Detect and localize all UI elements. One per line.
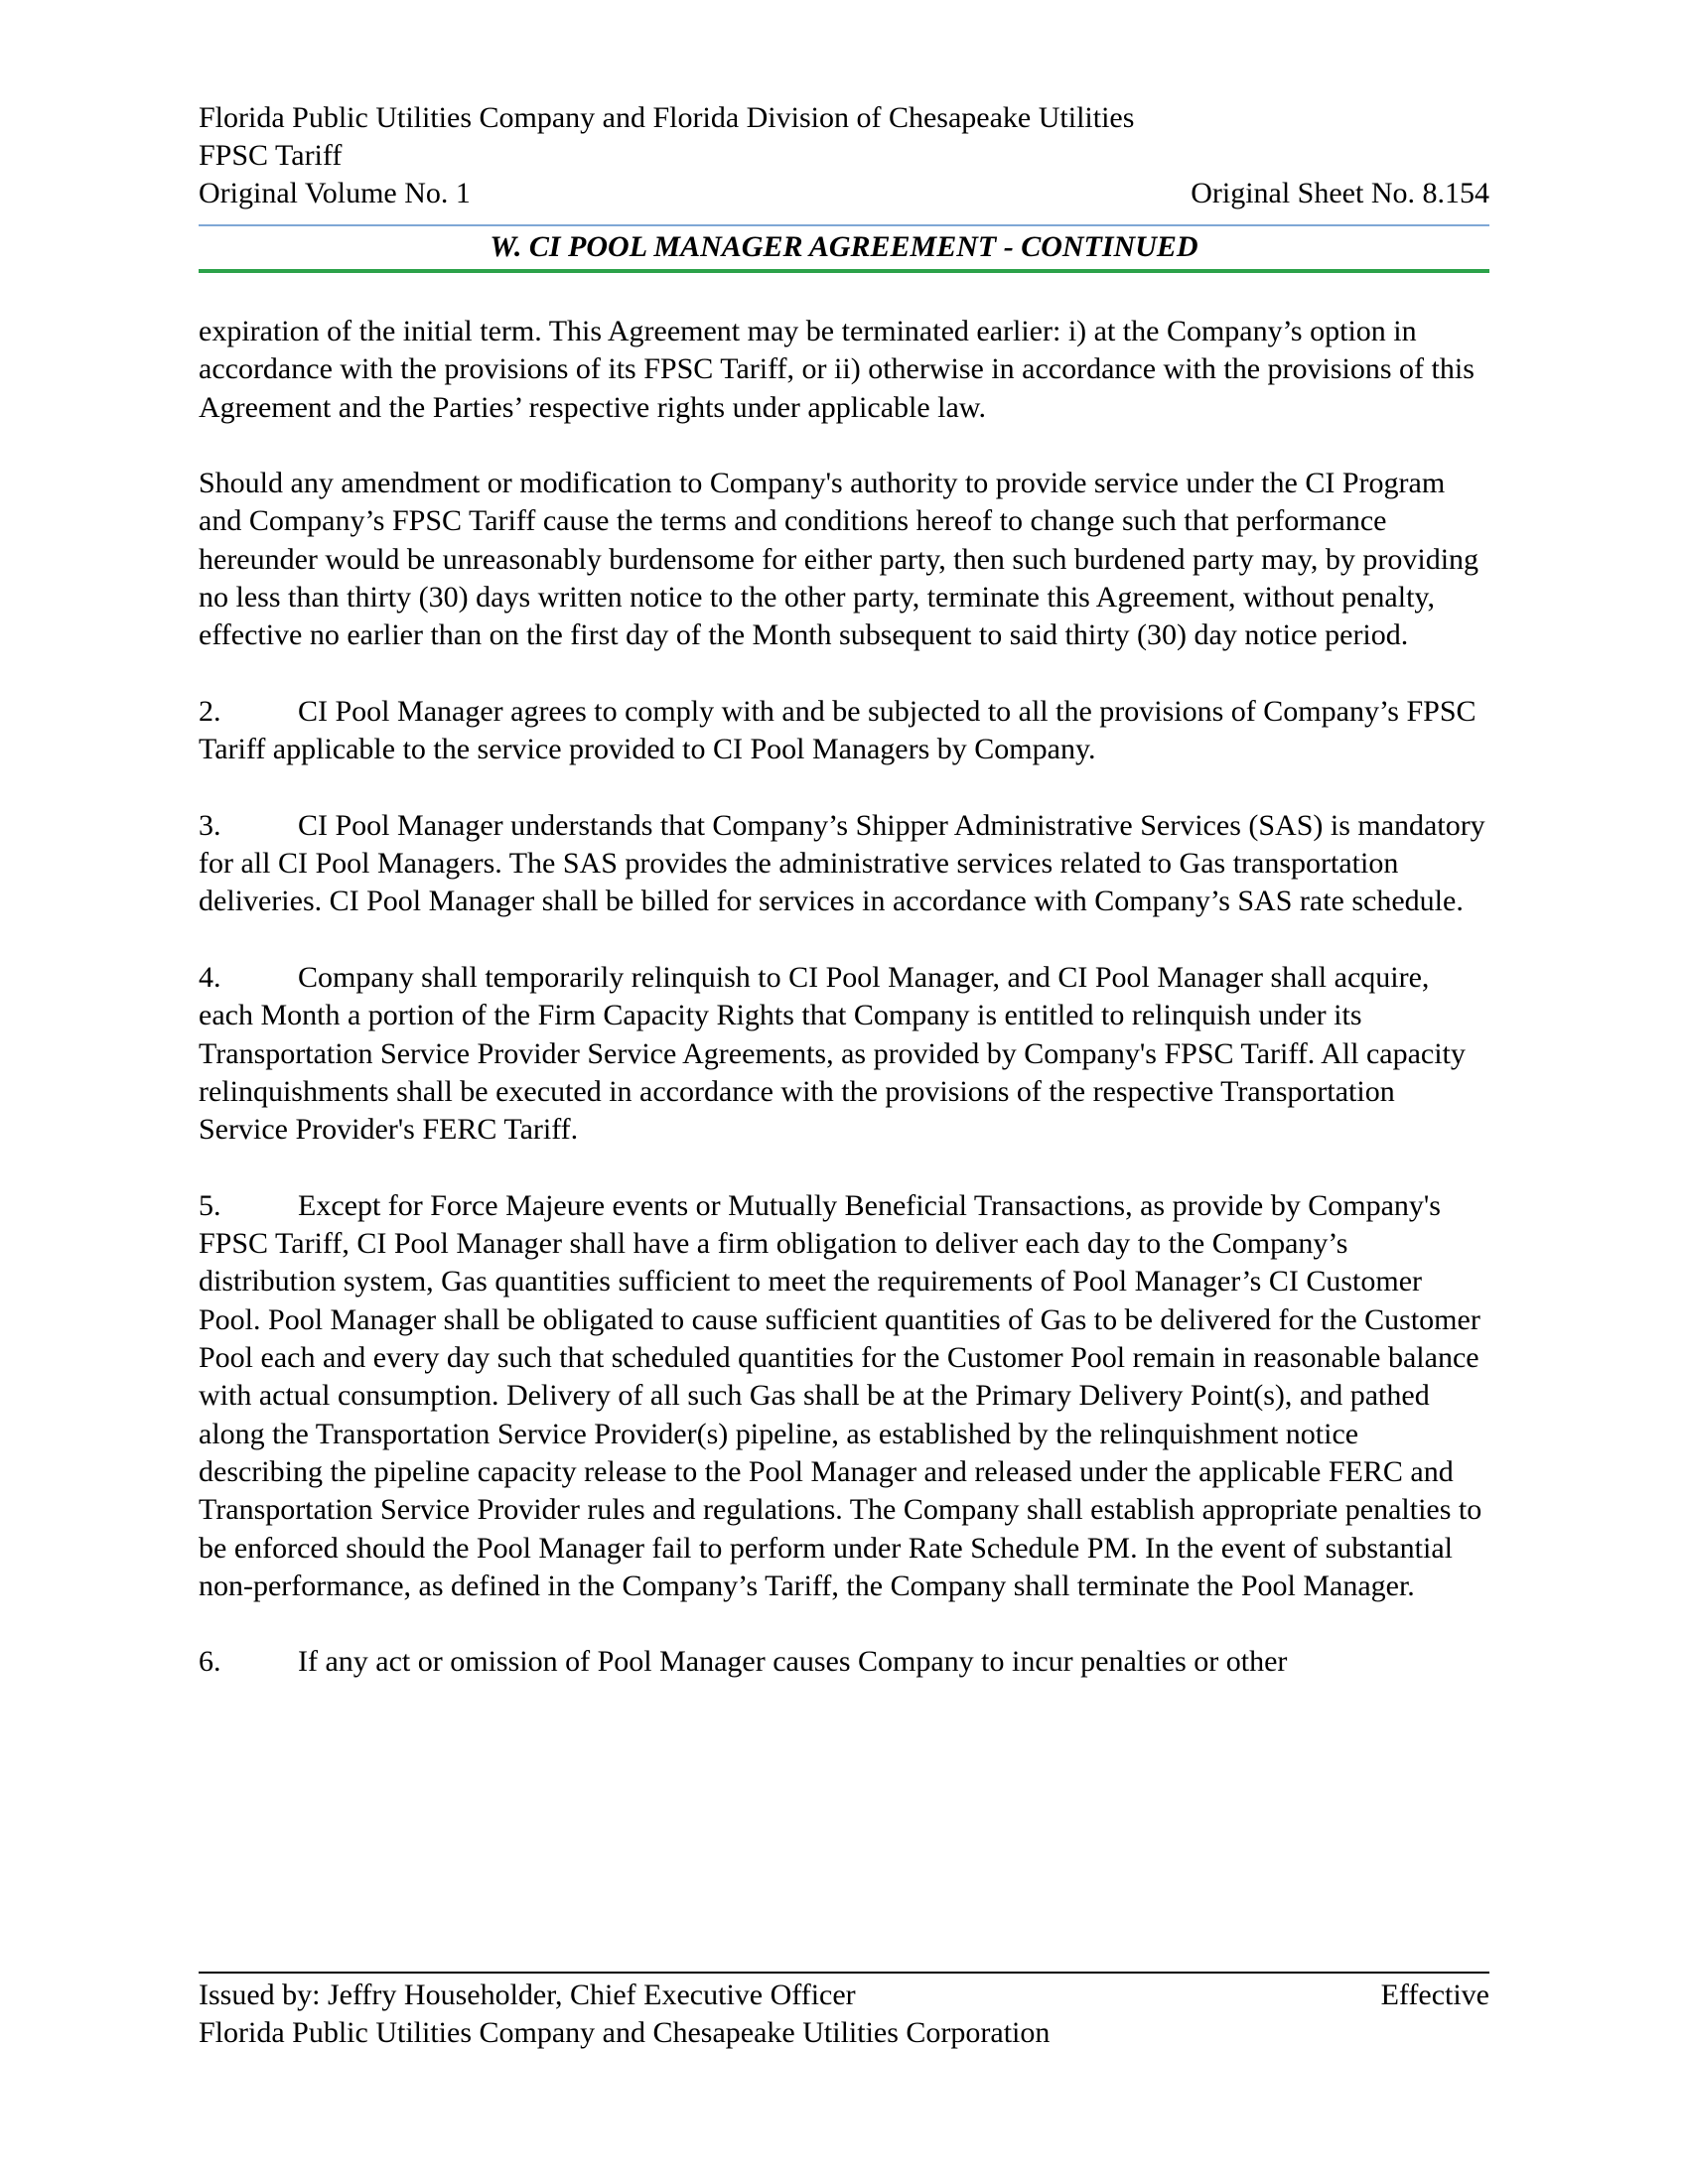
header-volume-row: [199, 175, 1489, 212]
item-text: CI Pool Manager agrees to comply with and be subjected to all the provisions of Company’s FPSC Tariff applicable to the service provided to CI Pool Managers by Company.: [199, 694, 1477, 766]
item-number: 2.: [199, 694, 221, 728]
numbered-item-3: [199, 807, 1489, 921]
item-number: 3.: [199, 808, 221, 842]
tariff-page: [199, 0, 1489, 2184]
paragraph-amendment: Should any amendment or modification to Company's authority to provide service under the CI Program and Company’s FPSC Tariff cause the terms and conditions hereof to change such that performance hereunder would be unreasonably burdensome for either party, then such burdened party may, by providing no less than thirty (30) days written notice to the other party, terminate this Agreement, without penalty, effective no earlier than on the first day of the Month subsequent to said thirty (30) day notice period.: [199, 467, 1479, 652]
footer-issued-row: [199, 1977, 1489, 2014]
numbered-item-2: [199, 693, 1489, 769]
header-divider: [199, 224, 1489, 226]
footer-issued-by: Issued by: Jeffry Householder, Chief Executive Officer: [199, 1979, 856, 2011]
numbered-item-6: [199, 1643, 1489, 1681]
numbered-item-4: [199, 959, 1489, 1149]
footer-effective: Effective: [1380, 1979, 1489, 2011]
item-number: 6.: [199, 1645, 221, 1679]
header-tariff-line: FPSC Tariff: [199, 139, 343, 172]
item-text: Company shall temporarily relinquish to CI Pool Manager, and CI Pool Manager shall acquire, each Month a portion of the Firm Capacity Rights that Company is entitled to relinquish under its Transportation Service Provider Service Agreements, as provided by Company's FPSC Tariff. All capacity relinquishments shall be executed in accordance with the provisions of the respective Transportation Service Provider's FERC Tariff.: [199, 961, 1466, 1147]
item-text: If any act or omission of Pool Manager causes Company to incur penalties or other: [298, 1645, 1288, 1679]
item-number: 5.: [199, 1188, 221, 1222]
paragraph-term-continued: expiration of the initial term. This Agreement may be terminated earlier: i) at the Company’s option in accordance with the provisions of its FPSC Tariff, or ii) otherwise in accordance with the provisions of this Agreement and the Parties’ respective rights under applicable law.: [199, 315, 1475, 424]
document-body: [199, 313, 1489, 1719]
item-text: CI Pool Manager understands that Company’s Shipper Administrative Services (SAS) is mandatory for all CI Pool Managers. The SAS provides the administrative services related to Gas transportation deliveries. CI Pool Manager shall be billed for services in accordance with Company’s SAS rate schedule.: [199, 808, 1485, 918]
header-sheet-number: Original Sheet No. 8.154: [1191, 177, 1489, 209]
header-company-line: Florida Public Utilities Company and Florida Division of Chesapeake Utilities: [199, 101, 1135, 134]
section-title: W. CI POOL MANAGER AGREEMENT - CONTINUED: [490, 230, 1198, 263]
item-number: 4.: [199, 961, 221, 995]
item-text: Except for Force Majeure events or Mutually Beneficial Transactions, as provide by Company's FPSC Tariff, CI Pool Manager shall have a firm obligation to deliver each day to the Company’s distribution system, Gas quantities sufficient to meet the requirements of Pool Manager’s CI Customer Pool. Pool Manager shall be obligated to cause sufficient quantities of Gas to be delivered for the Customer Pool each and every day such that scheduled quantities for the Customer Pool remain in reasonable balance with actual consumption. Delivery of all such Gas shall be at the Primary Delivery Point(s), and pathed along the Transportation Service Provider(s) pipeline, as established by the relinquishment notice describing the pipeline capacity release to the Pool Manager and released under the applicable FERC and Transportation Service Provider rules and regulations. The Company shall establish appropriate penalties to be enforced should the Pool Manager fail to perform under Rate Schedule PM. In the event of substantial non-performance, as defined in the Company’s Tariff, the Company shall terminate the Pool Manager.: [199, 1188, 1482, 1602]
numbered-item-5: [199, 1187, 1489, 1605]
footer-company: Florida Public Utilities Company and Chesapeake Utilities Corporation: [199, 2016, 1051, 2049]
header-volume: Original Volume No. 1: [199, 177, 471, 209]
footer-divider: [199, 1972, 1489, 1974]
section-title-underline: [199, 269, 1489, 273]
